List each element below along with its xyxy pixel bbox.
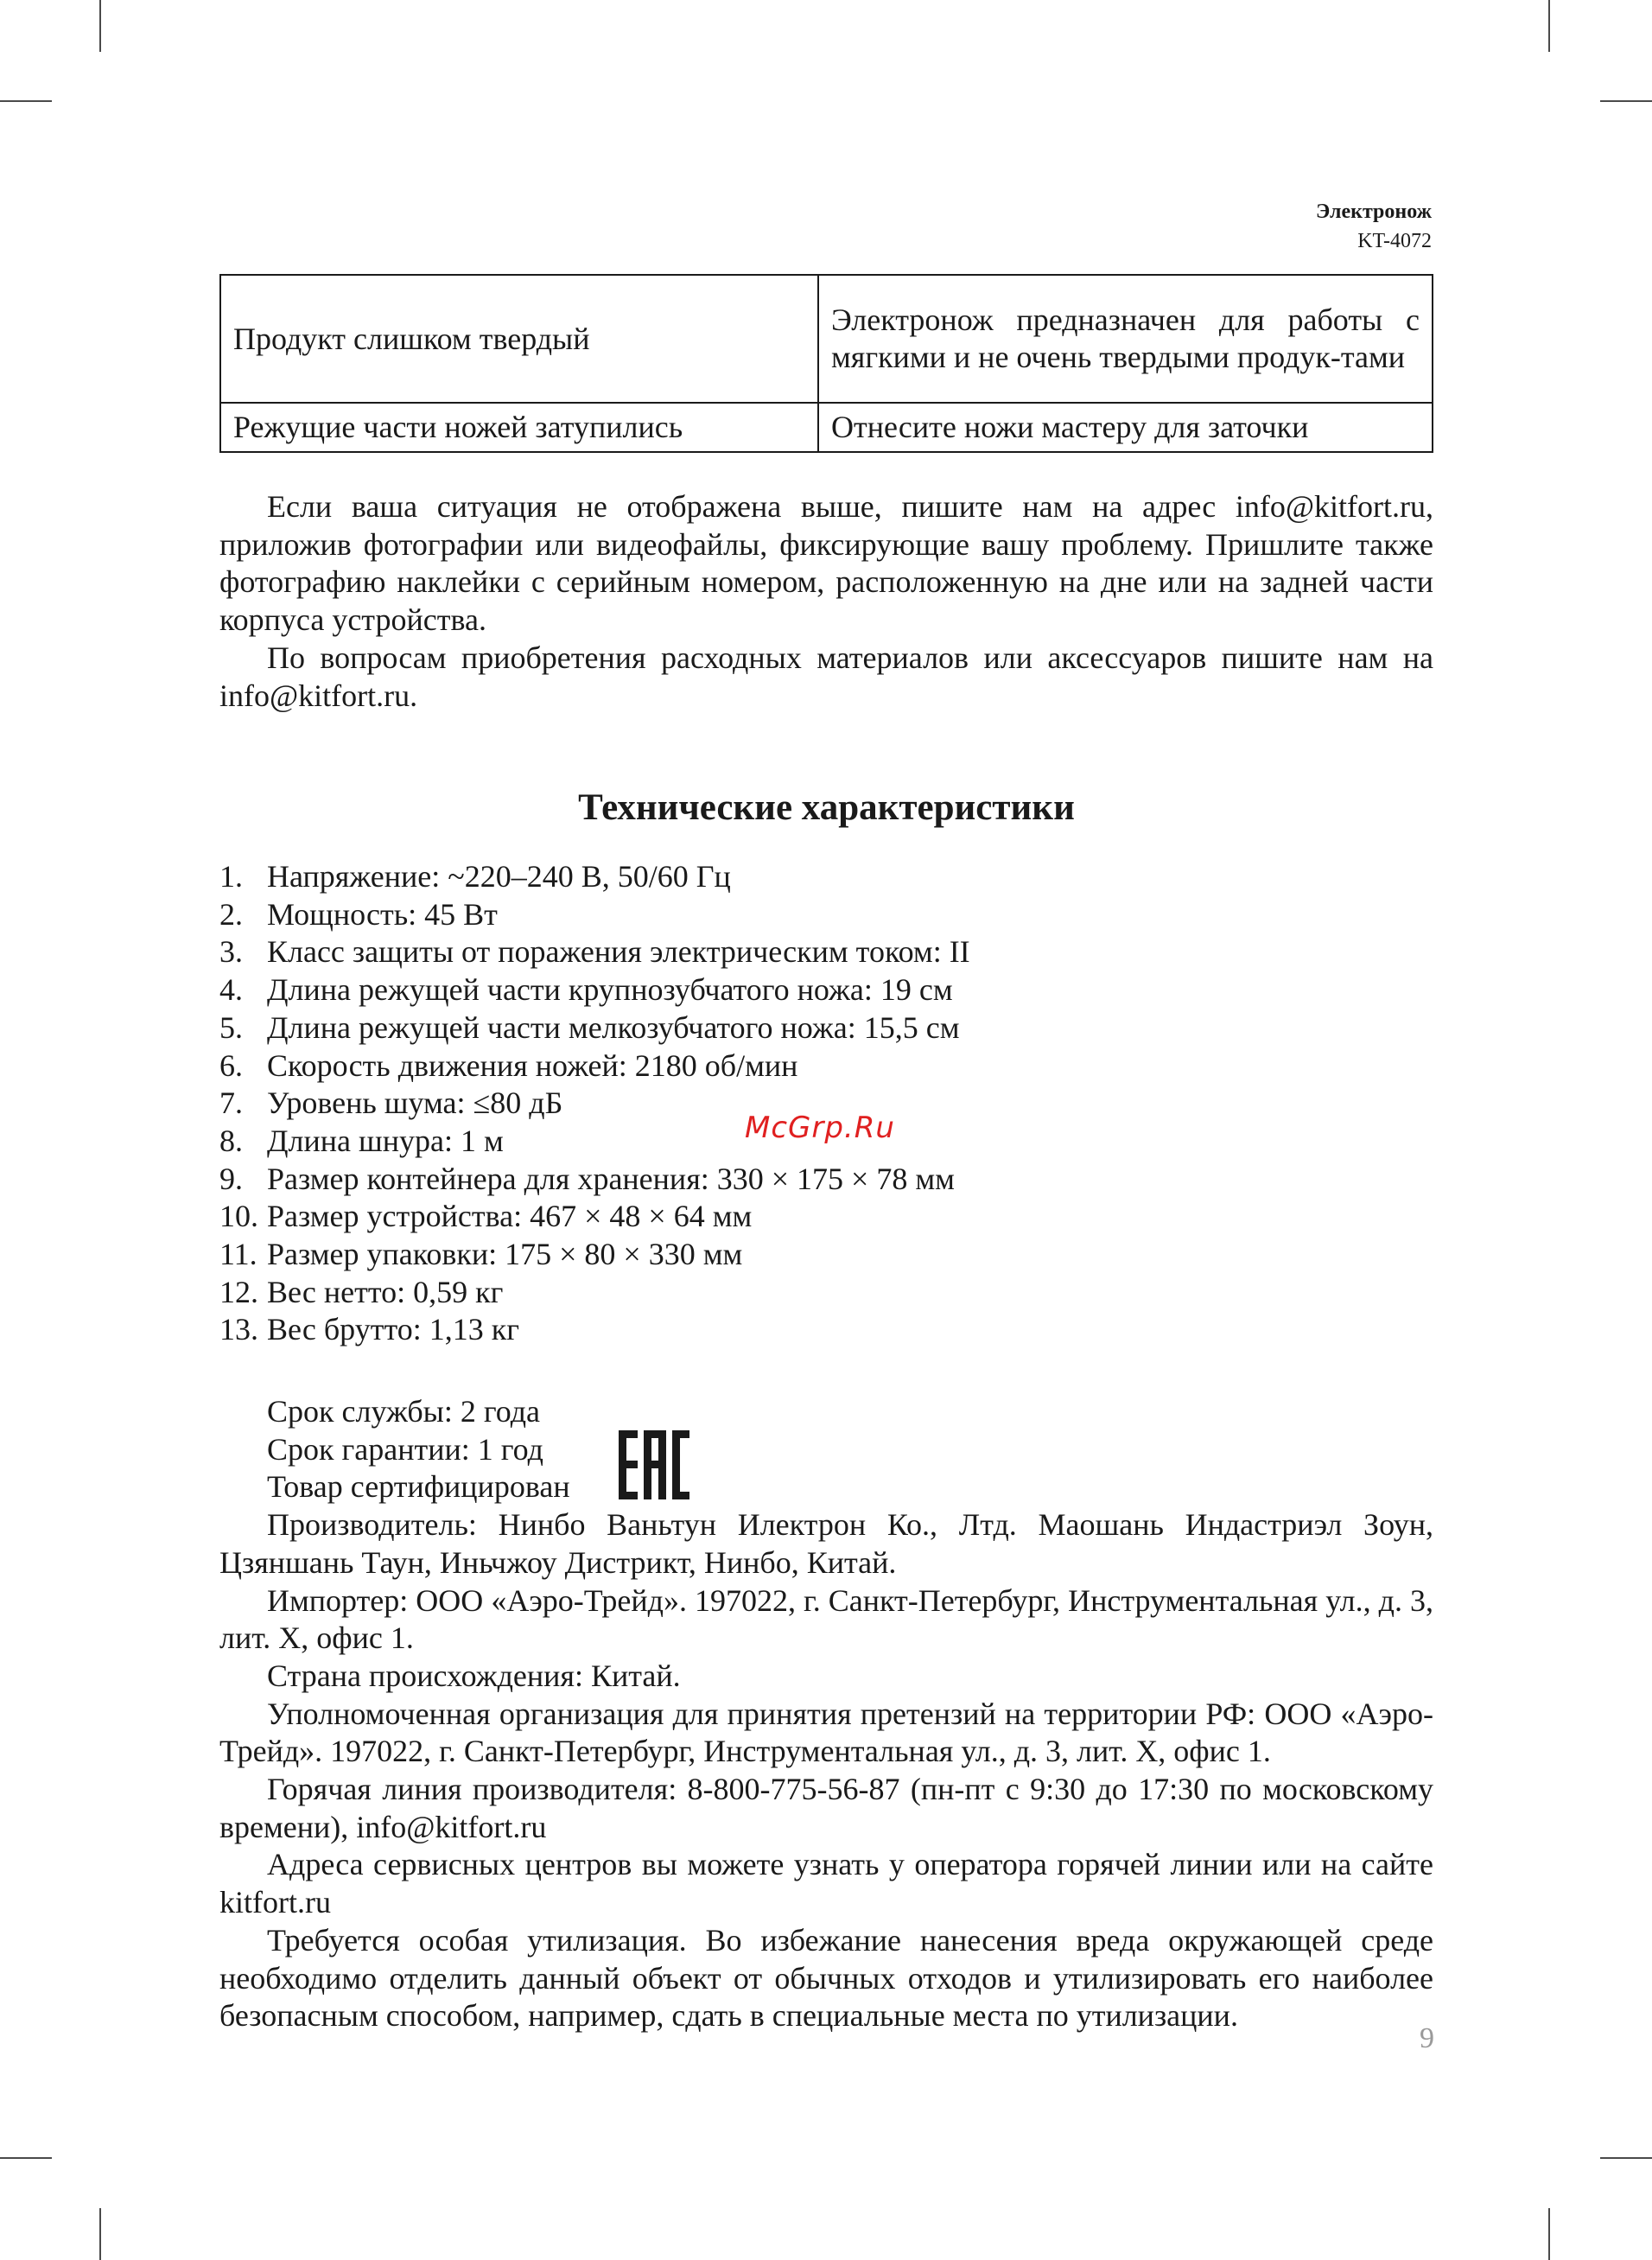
specs-list (219, 858, 1433, 1349)
header-model: KT-4072 (1357, 230, 1432, 252)
solution-cell: Электронож предназначен для работы с мягкими и не очень твердыми продук-тами (818, 275, 1433, 403)
list-item: 3. Класс защиты от поражения электрическим током: II (219, 934, 970, 970)
list-item: 1. Напряжение: ~220–240 В, 50/60 Гц (219, 859, 731, 894)
eac-certification-logo (619, 1430, 689, 1499)
list-item: 7. Уровень шума: ≤80 дБ (219, 1085, 563, 1121)
table-row (220, 403, 1433, 452)
list-item: 8. Длина шнура: 1 м (219, 1123, 504, 1158)
crop-mark (0, 100, 52, 102)
certified: Товар сертифицирован (267, 1469, 570, 1505)
paragraph: Страна происхождения: Китай. (267, 1658, 681, 1693)
page-header (1316, 197, 1432, 256)
page-number: 9 (1420, 2022, 1434, 2054)
paragraph: Производитель: Нинбо Ваньтун Илектрон Ко., Лтд. Маошань Индастриэл Зоун, Цзяншань Таун, Иньчжоу Дистрикт, Нинбо, Китай. (219, 1507, 1433, 1580)
warranty: Срок гарантии: 1 год (267, 1431, 543, 1467)
paragraph: Требуется особая утилизация. Во избежание нанесения вреда окружающей среде необходимо отделить данный объект от обычных отходов и утилизировать его наиболее безопасным способом, например, сдать в специальные места по утилизации. (219, 1922, 1433, 2034)
paragraph: Уполномоченная организация для принятия претензий на территории РФ: ООО «Аэро-Трейд». 197022, г. Санкт-Петербург, Инструментальная ул., д. 3, лит. Х, офис 1. (219, 1696, 1433, 1769)
paragraph: Импортер: ООО «Аэро-Трейд». 197022, г. Санкт-Петербург, Инструментальная ул., д. 3, лит. Х, офис 1. (219, 1582, 1433, 1656)
troubleshooting-table (219, 274, 1433, 453)
crop-mark (0, 2157, 52, 2159)
crop-mark (1548, 0, 1550, 52)
table-row (220, 275, 1433, 403)
list-item: 2. Мощность: 45 Вт (219, 896, 498, 932)
problem-cell: Продукт слишком твердый (220, 275, 818, 403)
list-item: 13. Вес брутто: 1,13 кг (219, 1312, 519, 1347)
solution-cell: Отнесите ножи мастеру для заточки (818, 403, 1433, 452)
problem-cell: Режущие части ножей затупились (220, 403, 818, 452)
paragraph: Адреса сервисных центров вы можете узнать у оператора горячей линии или на сайте kitfort.ru (219, 1847, 1433, 1920)
service-info (219, 1393, 1433, 2035)
crop-mark (1600, 100, 1652, 102)
list-item: 4. Длина режущей части крупнозубчатого ножа: 19 см (219, 972, 953, 1008)
crop-mark (1548, 2208, 1550, 2260)
section-title: Технические характеристики (578, 787, 1075, 828)
header-product: Электронож (1316, 201, 1432, 223)
paragraph: Если ваша ситуация не отображена выше, пишите нам на адрес info@kitfort.ru, приложив фотографии или видеофайлы, фиксирующие вашу проблему. Пришлите также фотографию наклейки с серийным номером, расположенную на дне или на задней части корпуса устройства. (219, 489, 1433, 638)
paragraph: Горячая линия производителя: 8-800-775-56-87 (пн-пт с 9:30 до 17:30 по московскому времени), info@kitfort.ru (219, 1772, 1433, 1844)
list-item: 10. Размер устройства: 467 × 48 × 64 мм (219, 1199, 753, 1234)
crop-mark (99, 2208, 101, 2260)
list-item: 9. Размер контейнера для хранения: 330 × 175 × 78 мм (219, 1161, 955, 1196)
list-item: 6. Скорость движения ножей: 2180 об/мин (219, 1047, 798, 1083)
list-item: 11. Размер упаковки: 175 × 80 × 330 мм (219, 1237, 743, 1272)
intro-text (219, 488, 1433, 715)
list-item: 12. Вес нетто: 0,59 кг (219, 1274, 504, 1309)
watermark: McGrp.Ru (745, 1111, 895, 1145)
crop-mark (1600, 2157, 1652, 2159)
service-life: Срок службы: 2 года (267, 1394, 541, 1429)
crop-mark (99, 0, 101, 52)
paragraph: По вопросам приобретения расходных материалов или аксессуаров пишите нам на info@kitfort.ru. (219, 640, 1433, 713)
list-item: 5. Длина режущей части мелкозубчатого ножа: 15,5 см (219, 1009, 960, 1045)
